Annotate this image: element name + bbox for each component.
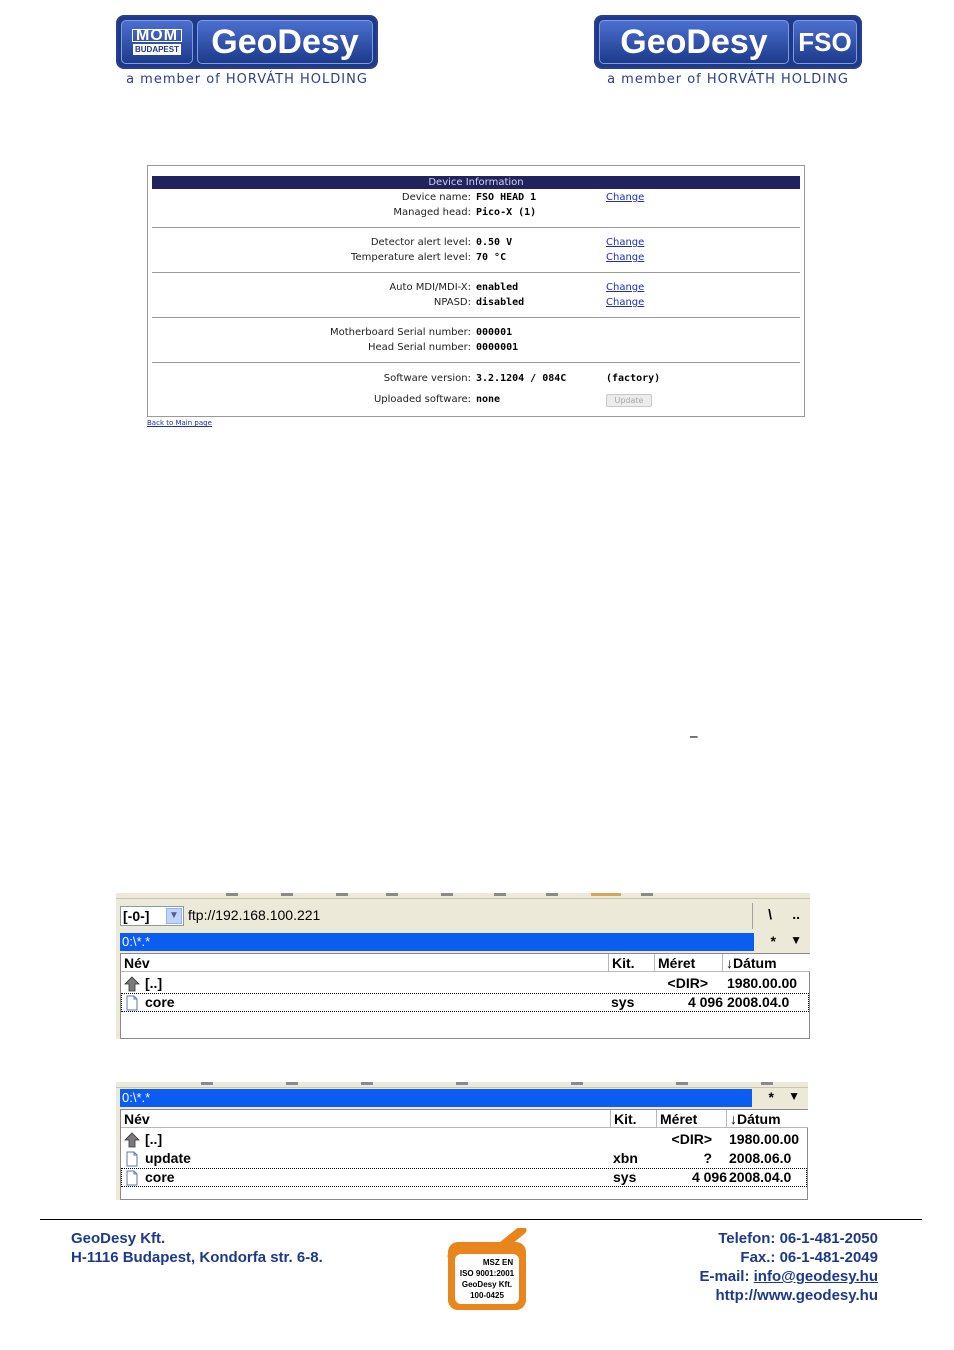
column-date[interactable]: ↓Dátum xyxy=(727,1110,808,1128)
table-row[interactable]: [..] <DIR> 1980.00.00 xyxy=(121,1130,807,1149)
divider xyxy=(152,272,800,273)
email-link[interactable]: info@geodesy.hu xyxy=(753,1268,878,1285)
toolbar-icon xyxy=(676,1082,688,1085)
column-size[interactable]: Méret xyxy=(655,954,723,972)
divider xyxy=(152,227,800,228)
device-name-row: Device name: FSO HEAD 1 Change xyxy=(401,192,645,203)
change-temperature-alert-link[interactable]: Change xyxy=(606,252,645,263)
current-path[interactable]: 0:\*.* xyxy=(120,1089,752,1107)
mom-budapest-mark: MOM BUDAPEST xyxy=(121,20,193,64)
toolbar-icon xyxy=(441,893,453,896)
footer-contact xyxy=(699,1229,878,1305)
toolbar-icon xyxy=(761,1082,773,1085)
managed-head-row: Managed head: Pico-X (1) xyxy=(393,207,537,218)
geodesy-fso-logo xyxy=(594,15,862,87)
column-size[interactable]: Méret xyxy=(657,1110,727,1128)
change-auto-mdi-link[interactable]: Change xyxy=(606,282,645,293)
ftp-address: ftp://192.168.100.221 xyxy=(188,907,321,923)
column-date[interactable]: ↓Dátum xyxy=(723,954,810,972)
company-name: GeoDesy Kft. xyxy=(71,1230,166,1247)
geodesy-wordmark: GeoDesy xyxy=(599,20,789,64)
drive-select[interactable]: [-0-] ▼ xyxy=(120,906,184,926)
parent-dir-button[interactable]: .. xyxy=(792,906,800,922)
iso-certification-badge xyxy=(446,1228,530,1312)
svg-text:GeoDesy Kft.: GeoDesy Kft. xyxy=(461,1280,513,1289)
history-dropdown-icon[interactable]: ▼ xyxy=(788,1089,800,1103)
toolbar-icon xyxy=(281,893,293,896)
toolbar-icon xyxy=(226,893,238,896)
phone: Telefon: 06-1-481-2050 xyxy=(718,1230,878,1247)
svg-text:ISO 9001:2001: ISO 9001:2001 xyxy=(459,1269,515,1278)
file-icon xyxy=(124,1170,140,1186)
footer-company xyxy=(71,1229,323,1267)
up-folder-icon xyxy=(124,976,140,992)
column-ext[interactable]: Kit. xyxy=(609,954,655,972)
change-detector-alert-link[interactable]: Change xyxy=(606,237,645,248)
svg-text:100-0425: 100-0425 xyxy=(470,1291,504,1300)
detector-alert-row: Detector alert level: 0.50 V Change xyxy=(370,237,645,248)
column-ext[interactable]: Kit. xyxy=(611,1110,657,1128)
change-npasd-link[interactable]: Change xyxy=(606,297,645,308)
toolbar-icon xyxy=(591,893,621,896)
current-path[interactable]: 0:\*.* xyxy=(120,933,754,951)
temperature-alert-row: Temperature alert level: 70 °C Change xyxy=(351,252,645,263)
path-row xyxy=(116,1088,808,1108)
chevron-down-icon[interactable]: ▼ xyxy=(166,908,182,924)
table-row[interactable]: [..] <DIR> 1980.00.00 xyxy=(121,974,809,993)
drive-bar xyxy=(116,903,810,929)
geodesy-wordmark: GeoDesy xyxy=(197,20,373,64)
footer-divider xyxy=(40,1219,922,1220)
ftp-file-panel xyxy=(116,893,810,1039)
software-version-row: Software version: 3.2.1204 / 084C (factory) xyxy=(383,373,661,384)
toolbar-icon xyxy=(571,1082,583,1085)
divider xyxy=(152,317,800,318)
npasd-row: NPASD: disabled Change xyxy=(433,297,645,308)
filter-star-button[interactable]: * xyxy=(768,1089,774,1105)
file-list xyxy=(120,1109,808,1200)
auto-mdi-row: Auto MDI/MDI-X: enabled Change xyxy=(389,282,645,293)
mom-geodesy-logo xyxy=(116,15,378,87)
toolbar-icon xyxy=(361,1082,373,1085)
change-device-name-link[interactable]: Change xyxy=(606,192,645,203)
divider xyxy=(152,362,800,363)
logo-tagline: a member of HORVÁTH HOLDING xyxy=(607,72,849,87)
column-name[interactable]: Név xyxy=(121,1110,611,1128)
underscore-mark: _ xyxy=(690,720,698,738)
column-name[interactable]: Név xyxy=(121,954,609,972)
fso-badge: FSO xyxy=(793,20,857,64)
file-list xyxy=(120,953,810,1039)
table-row[interactable]: core sys 4 096 2008.04.0 xyxy=(121,993,809,1012)
toolbar-icon xyxy=(494,893,506,896)
motherboard-serial-row: Motherboard Serial number: 000001 xyxy=(329,327,513,338)
path-row xyxy=(116,932,810,952)
factory-tag: (factory) xyxy=(606,373,661,384)
file-icon xyxy=(124,1151,140,1167)
uploaded-software-row: Uploaded software: none Update xyxy=(148,393,804,407)
table-row[interactable]: update xbn ? 2008.06.0 xyxy=(121,1149,807,1168)
filter-star-button[interactable]: * xyxy=(770,933,776,949)
website[interactable]: http://www.geodesy.hu xyxy=(715,1287,878,1304)
head-serial-row: Head Serial number: 0000001 xyxy=(367,342,519,353)
toolbar-icon xyxy=(641,893,653,896)
table-row[interactable]: core sys 4 096 2008.04.0 xyxy=(121,1168,807,1187)
company-address: H-1116 Budapest, Kondorfa str. 6-8. xyxy=(71,1249,323,1266)
svg-text:MSZ EN: MSZ EN xyxy=(482,1258,514,1267)
toolbar-icon xyxy=(546,893,558,896)
toolbar-icon xyxy=(336,893,348,896)
toolbar-icon xyxy=(201,1082,213,1085)
history-dropdown-icon[interactable]: ▼ xyxy=(790,933,802,947)
update-button[interactable]: Update xyxy=(606,394,652,407)
divider xyxy=(752,903,753,929)
toolbar-strip xyxy=(116,893,810,899)
toolbar-icon xyxy=(456,1082,468,1085)
root-dir-button[interactable]: \ xyxy=(768,906,772,922)
back-to-main-page-link[interactable]: Back to Main page xyxy=(147,419,212,427)
toolbar-icon xyxy=(286,1082,298,1085)
device-information-header: Device Information xyxy=(152,176,800,189)
email-line: E-mail: info@geodesy.hu xyxy=(699,1268,878,1285)
file-icon xyxy=(124,995,140,1011)
fax: Fax.: 06-1-481-2049 xyxy=(740,1249,878,1266)
local-file-panel xyxy=(116,1082,808,1200)
logo-tagline: a member of HORVÁTH HOLDING xyxy=(126,72,368,87)
device-information-panel xyxy=(147,165,805,417)
up-folder-icon xyxy=(124,1132,140,1148)
toolbar-icon xyxy=(386,893,398,896)
